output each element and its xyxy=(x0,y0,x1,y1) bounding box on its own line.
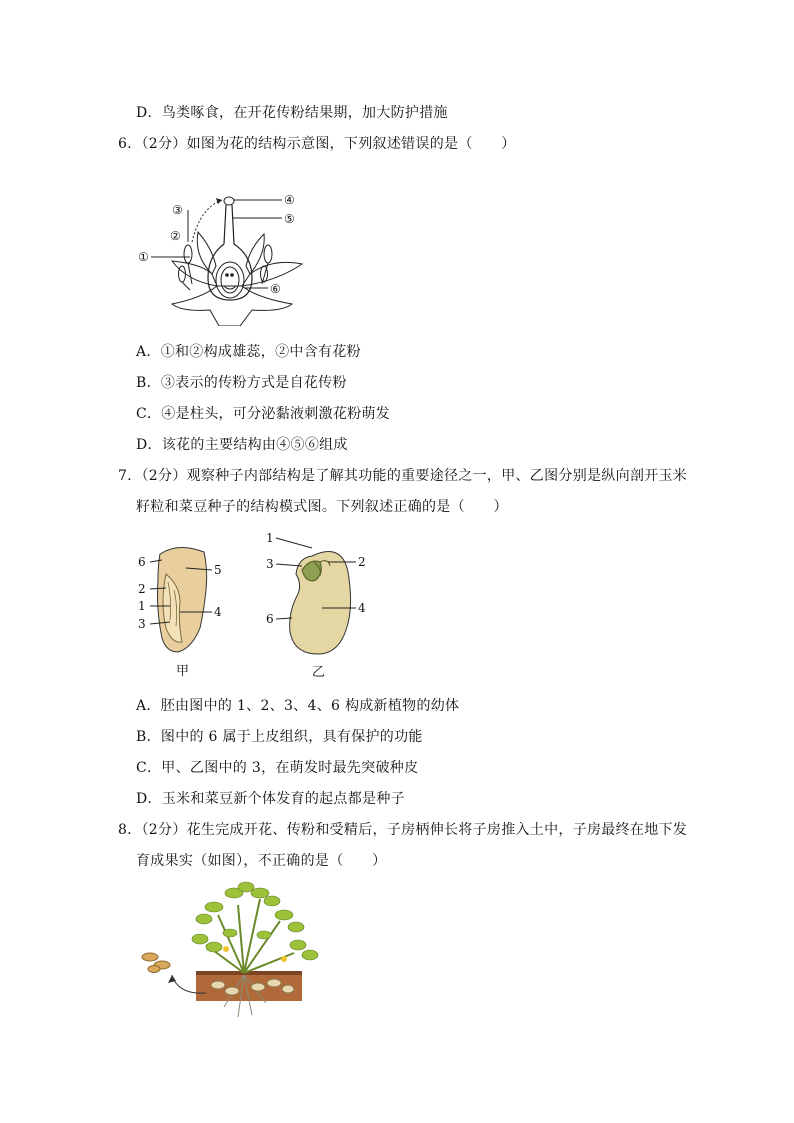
corn-label-2: 2 xyxy=(138,582,146,596)
flower-label-4: ④ xyxy=(284,193,295,207)
q8-stem-line1: 8．（2分）花生完成开花、传粉和受精后，子房柄伸长将子房推入土中，子房最终在地下发 xyxy=(118,822,688,838)
q8-stem-line2: 育成果实（如图），不正确的是（ ） xyxy=(136,853,387,869)
q7-option-b: B．图中的 6 属于上皮组织，具有保护的功能 xyxy=(136,729,423,745)
corn-label-3: 3 xyxy=(138,617,146,631)
q5-option-d: D．鸟类啄食，在开花传粉结果期，加大防护措施 xyxy=(136,105,448,121)
q6-option-a: A．①和②构成雄蕊，②中含有花粉 xyxy=(136,344,361,360)
q6-stem: 6．（2分）如图为花的结构示意图，下列叙述错误的是（ ） xyxy=(118,136,516,152)
corn-label-6: 6 xyxy=(138,555,146,569)
bean-label-2: 2 xyxy=(358,555,366,569)
bean-caption: 乙 xyxy=(312,665,326,680)
corn-kernel-figure xyxy=(134,530,244,680)
q6-option-b: B．③表示的传粉方式是自花传粉 xyxy=(136,375,347,391)
flower-label-2: ② xyxy=(170,229,181,243)
q7-option-d: D．玉米和菜豆新个体发育的起点都是种子 xyxy=(136,791,405,807)
q7-option-a: A．胚由图中的 1、2、3、4、6 构成新植物的幼体 xyxy=(136,698,460,714)
corn-caption: 甲 xyxy=(176,664,190,679)
bean-seed-figure xyxy=(262,528,382,683)
peanut-plant-figure xyxy=(134,875,334,1020)
q6-option-d: D．该花的主要结构由④⑤⑥组成 xyxy=(136,437,348,453)
q7-stem-line1: 7．（2分）观察种子内部结构是了解其功能的重要途径之一，甲、乙图分别是纵向剖开玉米 xyxy=(118,468,688,484)
corn-label-1: 1 xyxy=(138,599,146,613)
bean-label-4: 4 xyxy=(358,601,366,615)
q6-option-c: C．④是柱头，可分泌黏液刺激花粉萌发 xyxy=(136,406,391,422)
bean-label-1: 1 xyxy=(266,531,274,545)
q7-stem-line2: 籽粒和菜豆种子的结构模式图。下列叙述正确的是（ ） xyxy=(136,499,508,515)
q7-option-c: C．甲、乙图中的 3，在萌发时最先突破种皮 xyxy=(136,760,419,776)
flower-label-3: ③ xyxy=(172,203,183,217)
corn-label-5: 5 xyxy=(214,563,222,577)
bean-label-3: 3 xyxy=(266,557,274,571)
flower-label-1: ① xyxy=(138,250,149,264)
flower-label-5: ⑤ xyxy=(284,212,295,226)
bean-label-6: 6 xyxy=(266,612,274,626)
flower-label-6: ⑥ xyxy=(270,282,281,296)
corn-label-4: 4 xyxy=(214,605,222,619)
flower-structure-figure xyxy=(132,186,312,326)
